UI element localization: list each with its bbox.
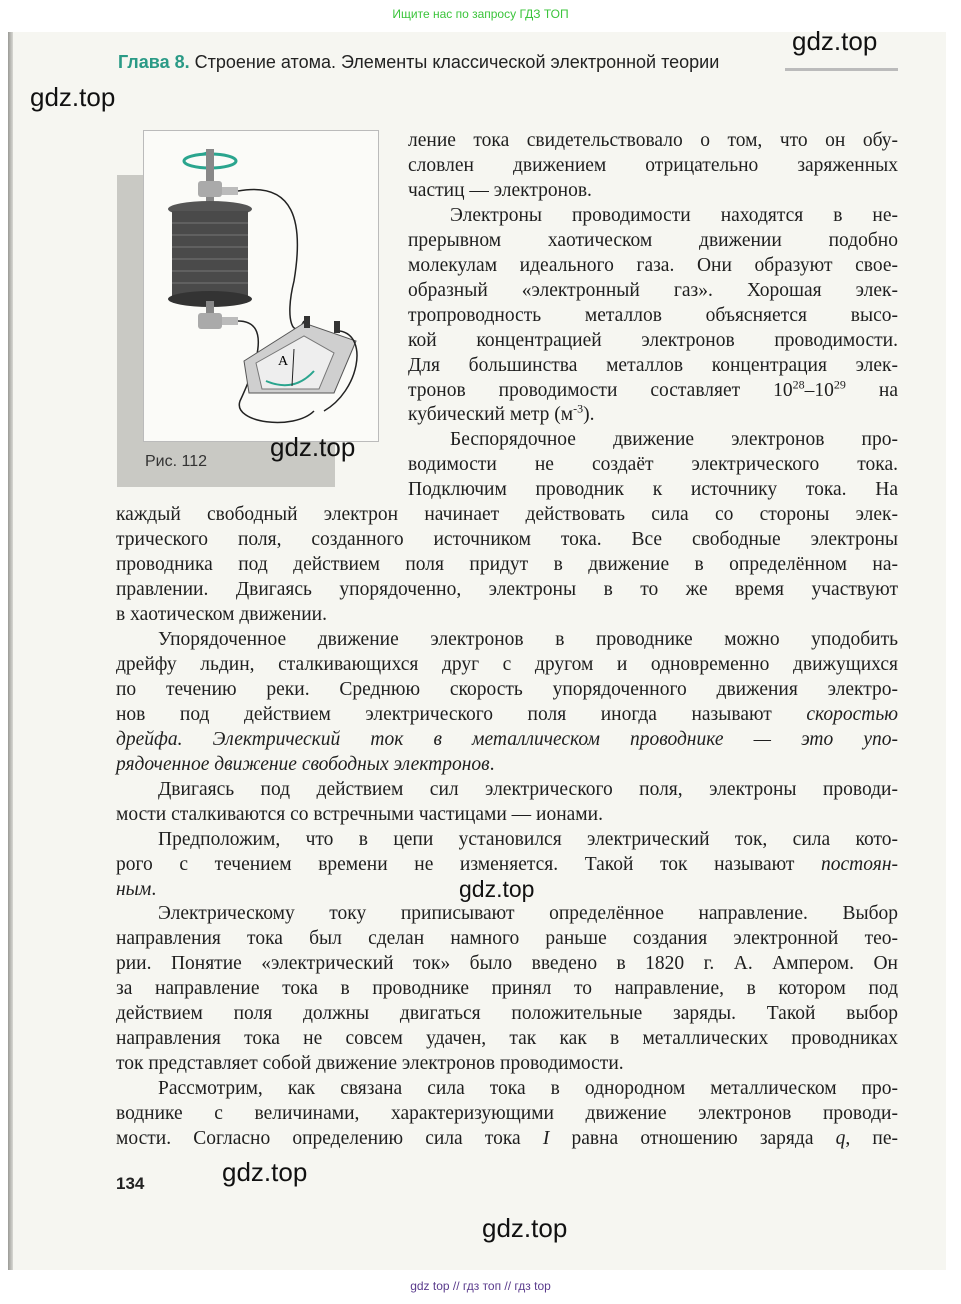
text-segment: кой концентрацией электронов проводимости. xyxy=(408,329,898,351)
text-line xyxy=(116,728,898,752)
text-segment: водимости не создаёт электрического тока. xyxy=(408,454,898,476)
text-segment: . xyxy=(151,878,157,900)
text-segment: Рассмотрим, как связана сила тока в однородном металлическом про- xyxy=(158,1078,898,1100)
chapter-title: Строение атома. Элементы классической электронной теории xyxy=(194,52,720,72)
text-segment: трического поля, созданного источником тока. Все свободные электроны xyxy=(116,529,898,551)
italic-text: I xyxy=(542,1128,550,1149)
text-segment: образный «электронный газ». Хорошая элек- xyxy=(408,279,898,301)
text-segment: мости. Согласно определению сила тока xyxy=(116,1128,543,1149)
text-line xyxy=(158,628,898,652)
text-segment: направления тока не совсем удачен, так как в металлических проводниках xyxy=(116,1028,898,1050)
italic-text: ным xyxy=(116,878,152,900)
watermark: gdz.top xyxy=(222,1157,308,1187)
text-segment: Двигаясь под действием сил электрического поля, электроны проводи- xyxy=(158,778,898,800)
superscript: 28 xyxy=(792,377,805,391)
text-line xyxy=(408,254,898,278)
text-line xyxy=(408,403,898,427)
text-segment: Для большинства металлов концентрация элек- xyxy=(408,354,898,376)
text-segment: дрейфу льдин, сталкивающихся друг с другом и одновременно движущихся xyxy=(116,653,898,675)
ammeter-label: A xyxy=(278,354,289,369)
text-line xyxy=(408,129,898,153)
text-line xyxy=(116,653,898,677)
text-line xyxy=(116,553,898,577)
text-line xyxy=(116,1027,898,1051)
text-line xyxy=(158,828,898,852)
text-line xyxy=(116,1002,898,1026)
figure-112 xyxy=(143,130,379,442)
chapter-number: Глава 8. xyxy=(118,52,190,72)
text-line xyxy=(408,154,898,178)
watermark: gdz.top xyxy=(792,26,878,56)
text-line xyxy=(116,1102,898,1126)
text-segment: воднике с величинами, характеризующими движение электронов проводи- xyxy=(116,1103,898,1125)
text-segment: мости сталкиваются со встречными частицами — ионами. xyxy=(116,803,603,825)
text-segment: словлен движением отрицательно заряженных xyxy=(408,154,898,176)
text-segment: рого с течением времени не изменяется. Такой ток называют xyxy=(116,853,822,875)
text-line xyxy=(408,354,898,378)
text-line xyxy=(116,578,898,602)
text-line xyxy=(116,853,898,877)
italic-text: скоростью xyxy=(806,703,898,725)
text-segment: Подключим проводник к источнику тока. На xyxy=(408,479,898,501)
text-line xyxy=(116,703,898,727)
text-line xyxy=(116,977,898,1001)
text-segment: кубический метр (м xyxy=(408,404,574,426)
text-segment: каждый свободный электрон начинает действовать сила со стороны элек- xyxy=(116,504,898,526)
text-line xyxy=(116,503,898,527)
text-segment: Электроны проводимости находятся в не- xyxy=(450,204,898,226)
text-segment: Беспорядочное движение электронов про- xyxy=(450,429,898,451)
text-line xyxy=(450,204,898,228)
text-segment: по течению реки. Среднюю скорость упорядоченного движения электро- xyxy=(116,678,898,700)
text-segment: Электрическому току приписывают определённое направление. Выбор xyxy=(158,903,898,925)
text-line xyxy=(408,329,898,353)
text-segment: –10 xyxy=(804,379,834,401)
text-line xyxy=(116,803,898,827)
text-line xyxy=(408,379,898,403)
text-segment: правлении. Двигаясь упорядоченно, электроны в то же время участвуют xyxy=(116,579,898,601)
italic-text: q xyxy=(835,1128,846,1149)
text-segment: равна отношению заряда xyxy=(549,1128,836,1149)
text-line xyxy=(116,927,898,951)
coil-ammeter-illustration xyxy=(144,131,378,441)
header-rule xyxy=(785,68,898,71)
text-line xyxy=(158,1077,898,1101)
text-line xyxy=(116,753,898,777)
text-segment: частиц — электронов. xyxy=(408,179,592,201)
text-line xyxy=(116,1052,898,1076)
italic-text: дрейфа. Электрический ток в металлическом проводнике — это упо- xyxy=(116,728,898,750)
text-segment: тронов проводимости составляет 10 xyxy=(408,379,793,401)
text-segment: молекулам идеального газа. Они образуют свое- xyxy=(408,254,898,276)
text-segment: направления тока был сделан намного раньше создания электронной тео- xyxy=(116,928,898,950)
text-line xyxy=(116,1127,898,1151)
page-spine xyxy=(8,32,13,1270)
text-segment: Предположим, что в цепи установился электрический ток, сила кото- xyxy=(158,828,898,850)
text-segment: ток представляет собой движение электронов проводимости. xyxy=(116,1053,624,1075)
text-segment: прерывном хаотическом движении подобно xyxy=(408,229,898,251)
text-line xyxy=(116,603,898,627)
text-segment: рии. Понятие «электрический ток» было введено в 1820 г. А. Ампером. Он xyxy=(116,953,898,975)
text-segment: Упорядоченное движение электронов в проводнике можно уподобить xyxy=(158,629,898,650)
running-header xyxy=(118,52,719,73)
text-line xyxy=(116,678,898,702)
text-segment: в хаотическом движении. xyxy=(116,604,327,626)
text-line xyxy=(408,453,898,477)
italic-text: постоян- xyxy=(821,853,898,875)
text-line xyxy=(116,528,898,552)
watermark: gdz.top xyxy=(270,432,356,462)
text-line xyxy=(408,304,898,328)
search-banner[interactable]: Ищите нас по запросу ГДЗ ТОП xyxy=(392,7,569,21)
text-segment: ). xyxy=(583,404,595,426)
text-segment: нов под действием электрического поля иногда называют xyxy=(116,703,807,725)
text-line xyxy=(408,279,898,303)
text-line xyxy=(408,478,898,502)
text-segment: действием поля должны двигаться положительные заряды. Такой выбор xyxy=(116,1003,898,1025)
text-line xyxy=(158,902,898,926)
text-segment: . xyxy=(489,753,495,775)
text-line xyxy=(408,179,898,203)
footer-links[interactable]: gdz top // гдз топ // гдз top xyxy=(410,1279,551,1293)
superscript: 29 xyxy=(833,377,846,391)
superscript: -3 xyxy=(573,401,584,416)
page-number: 134 xyxy=(116,1174,145,1193)
watermark: gdz.top xyxy=(482,1213,568,1243)
text-line xyxy=(158,778,898,802)
text-segment: на xyxy=(845,379,899,401)
text-line xyxy=(450,428,898,452)
text-line xyxy=(116,952,898,976)
italic-text: рядоченное движение свободных электронов xyxy=(116,753,490,775)
text-line xyxy=(408,229,898,253)
watermark: gdz.top xyxy=(459,876,535,902)
figure-caption: Рис. 112 xyxy=(145,453,208,470)
text-segment: проводника под действием поля придут в движение в определённом на- xyxy=(116,554,898,576)
text-segment: ление тока свидетельствовало о том, что он обу- xyxy=(408,130,898,151)
text-segment: , пе- xyxy=(845,1128,898,1149)
text-segment: тропроводность металлов объясняется высо- xyxy=(408,304,898,326)
watermark: gdz.top xyxy=(30,82,116,112)
text-segment: за направление тока в проводнике принял то направление, в котором под xyxy=(116,978,898,1000)
